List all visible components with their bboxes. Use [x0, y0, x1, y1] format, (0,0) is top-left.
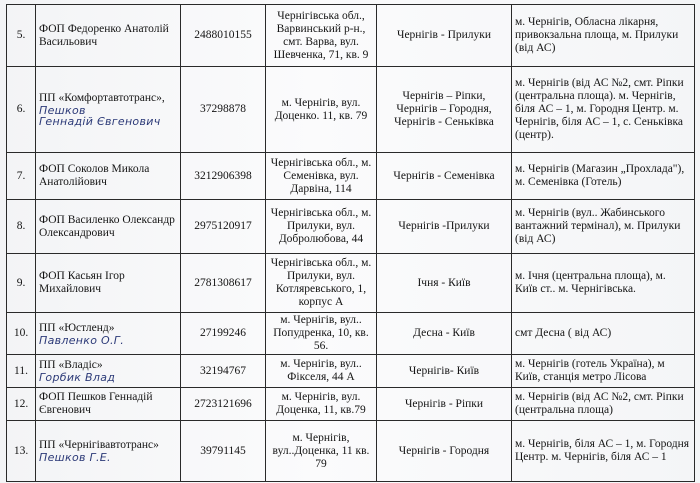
carrier-name: ПП «Комфортавтотранс», — [39, 92, 165, 104]
route-line: Десна - Київ — [413, 327, 475, 339]
row-number: 9. — [7, 254, 36, 313]
route-line: Чернігів- Київ — [408, 364, 480, 377]
address: м. Чернігів, вул.. Попудренка, 10, кв. 56. — [266, 313, 377, 355]
route — [377, 67, 512, 153]
stops: смт Десна ( від АС) — [512, 313, 695, 355]
carrier-name: ФОП Федоренко Анатолій Васильович — [39, 22, 169, 48]
route-line: Ічня - Київ — [417, 276, 471, 289]
stops: м. Чернігів, біля АС – 1, м. Городня Центр. м. Чернігів, біля АС – 1 — [512, 421, 695, 482]
route-line: Чернігів - Городня — [398, 444, 490, 457]
route-line: Чернігів - Ріпки — [404, 397, 484, 410]
registration-code: 2975120917 — [181, 200, 266, 254]
carrier-name-cell — [36, 254, 181, 313]
stops: м. Чернігів (готель Україна), м Київ, станція метро Лісова — [512, 355, 695, 388]
row-number: 8. — [7, 200, 36, 254]
handwritten-signature: Горбик Влад — [39, 371, 116, 384]
handwritten-signature: Пешков Г.Е. — [39, 451, 111, 464]
row-number: 13. — [7, 421, 36, 482]
carrier-name: ФОП Василенко Олександр Олександрович — [39, 213, 175, 239]
stops: м. Чернігів (від АС №2, смт. Ріпки (центральна площа). м. Чернігів, біля АС – 1, м. Городня Центр. м. Чернігів, біля АС – 1, с. Сеньківка (центр). — [512, 67, 695, 153]
carrier-name-cell — [36, 421, 181, 482]
registration-code: 39791145 — [181, 421, 266, 482]
table-row — [7, 355, 695, 388]
table-row — [7, 254, 695, 313]
route-line: Чернігів – Городня, — [396, 103, 492, 115]
table-row — [7, 421, 695, 482]
address: Чернігівська обл., м. Прилуки, вул. Добролюбова, 44 — [266, 200, 377, 254]
carrier-name-cell — [36, 67, 181, 153]
registration-code: 2781308617 — [181, 254, 266, 313]
route-line: Чернігів - Прилуки — [396, 29, 492, 41]
carrier-name: ПП «Чернігівавтотранс» — [39, 439, 159, 451]
carriers-table — [6, 4, 695, 482]
handwritten-signature: Геннадій Євгенович — [39, 115, 161, 128]
handwritten-signature: Павленко О.Г. — [39, 333, 125, 347]
stops: м. Чернігів (Магазин „Прохлада"), м. Семенівка (Готель) — [512, 153, 695, 200]
carrier-name: ФОП Пешков Геннадій Євгенович — [39, 391, 153, 416]
address: м. Чернігів, вул. Доценко. 11, кв. 79 — [266, 67, 377, 153]
route-line: Чернігів -Прилуки — [398, 220, 490, 232]
route — [377, 200, 512, 254]
carrier-name-cell — [36, 313, 181, 355]
route — [377, 153, 512, 200]
registration-code: 32194767 — [181, 355, 266, 388]
address: Чернігівська обл., Варвинський р-н., смт. Варва, вул. Шевченка, 71, кв. 9 — [266, 5, 377, 67]
route-line: Чернігів - Сеньківка — [394, 116, 494, 128]
route — [377, 355, 512, 388]
carrier-name-cell — [36, 5, 181, 67]
route — [377, 313, 512, 355]
stops: м. Чернігів (вул.. Жабинського вантажний термінал), м. Прилуки (від АС) — [512, 200, 695, 254]
address: Чернігівська обл., м. Прилуки, вул. Котляревського, 1, корпус А — [266, 254, 377, 313]
table-row — [7, 200, 695, 254]
handwritten-signature: Пешков — [39, 104, 86, 117]
stops: м. Ічня (центральна площа), м. Київ ст.. м. Чернігівська. — [512, 254, 695, 313]
carrier-name: ФОП Соколов Микола Анатолійович — [39, 163, 150, 188]
carrier-name: ПП «Юстленд» — [39, 321, 115, 334]
registration-code: 3212906398 — [181, 153, 266, 200]
carrier-name-cell — [36, 388, 181, 421]
route-line: Чернігів – Ріпки, — [402, 90, 486, 102]
registration-code: 27199246 — [181, 313, 266, 355]
stops: м. Чернігів, Обласна лікарня, привокзальна площа, м. Прилуки (від АС) — [512, 5, 695, 67]
table-body — [7, 5, 695, 482]
stops: м. Чернігів (від АС №2, смт. Ріпки (центральна площа) — [512, 388, 695, 421]
table-row — [7, 388, 695, 421]
row-number: 12. — [7, 388, 36, 421]
table-row — [7, 5, 695, 67]
route — [377, 5, 512, 67]
route — [377, 388, 512, 421]
carrier-name: ФОП Касьян Ігор Михайлович — [39, 270, 125, 295]
route — [377, 254, 512, 313]
registration-code: 2488010155 — [181, 5, 266, 67]
carrier-name-cell — [36, 200, 181, 254]
registration-code: 2723121696 — [181, 388, 266, 421]
carrier-name: ПП «Владіс» — [39, 359, 103, 371]
table-row — [7, 153, 695, 200]
row-number: 5. — [7, 5, 36, 67]
route — [377, 421, 512, 482]
table-row — [7, 313, 695, 355]
carrier-name-cell — [36, 153, 181, 200]
row-number: 6. — [7, 67, 36, 153]
row-number: 11. — [7, 355, 36, 388]
row-number: 7. — [7, 153, 36, 200]
registration-code: 37298878 — [181, 67, 266, 153]
carrier-name-cell — [36, 355, 181, 388]
address: м. Чернігів, вул. Доценка, 11, кв.79 — [266, 388, 377, 421]
row-number: 10. — [7, 313, 36, 355]
address: Чернігівська обл., м. Семенівка, вул. Дарвіна, 114 — [266, 153, 377, 200]
route-line: Чернігів - Семенівка — [393, 169, 495, 182]
address: м. Чернігів, вул..Доценка, 11 кв. 79 — [266, 421, 377, 482]
address: м. Чернігів, вул.. Фікселя, 44 А — [266, 355, 377, 388]
table-row — [7, 67, 695, 153]
